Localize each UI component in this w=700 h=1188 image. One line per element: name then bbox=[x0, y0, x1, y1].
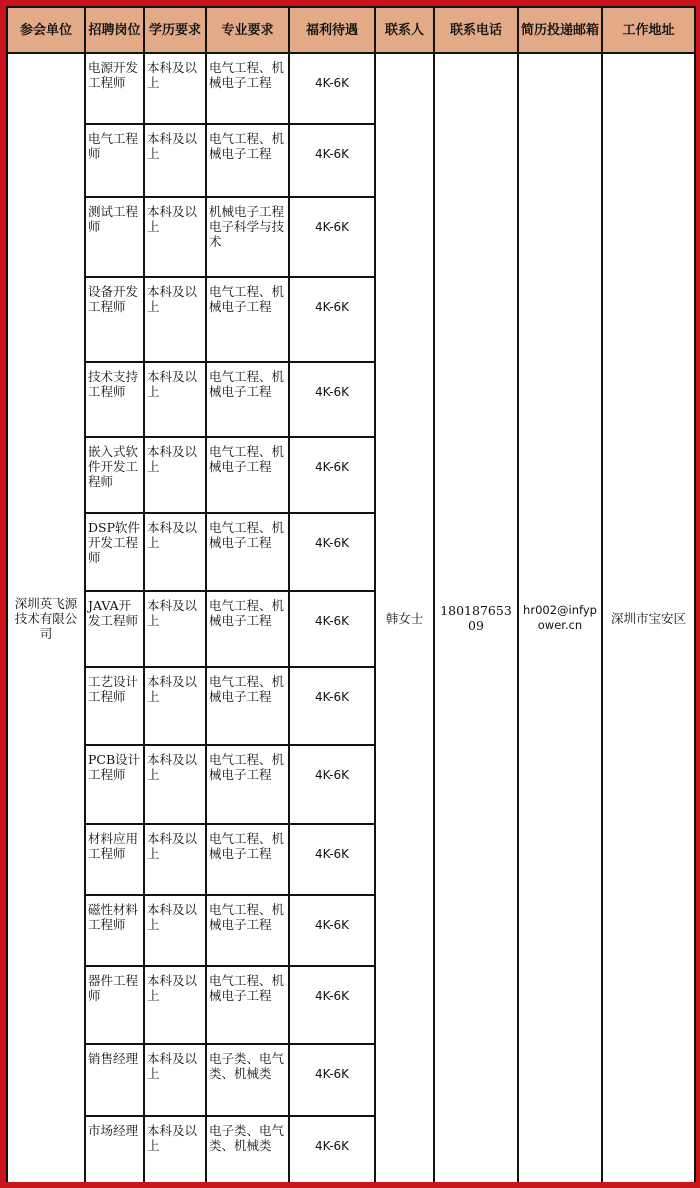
education-cell: 本科及以上 bbox=[144, 895, 206, 966]
major-cell: 电气工程、机械电子工程 bbox=[206, 591, 289, 667]
major-cell: 电气工程、机械电子工程 bbox=[206, 53, 289, 124]
position-cell: 市场经理 bbox=[85, 1116, 144, 1183]
education-cell: 本科及以上 bbox=[144, 966, 206, 1044]
major-cell: 电子类、电气类、机械类 bbox=[206, 1116, 289, 1183]
salary-cell: 4K-6K bbox=[289, 745, 375, 824]
salary-cell: 4K-6K bbox=[289, 824, 375, 895]
major-cell: 电气工程、机械电子工程 bbox=[206, 667, 289, 745]
education-cell: 本科及以上 bbox=[144, 1044, 206, 1116]
major-cell: 电气工程、机械电子工程 bbox=[206, 513, 289, 591]
email-cell: hr002@infypower.cn bbox=[518, 53, 602, 1183]
education-cell: 本科及以上 bbox=[144, 124, 206, 197]
education-cell: 本科及以上 bbox=[144, 362, 206, 437]
education-cell: 本科及以上 bbox=[144, 745, 206, 824]
header-education: 学历要求 bbox=[144, 7, 206, 53]
header-address: 工作地址 bbox=[602, 7, 695, 53]
salary-cell: 4K-6K bbox=[289, 124, 375, 197]
header-major: 专业要求 bbox=[206, 7, 289, 53]
position-cell: 技术支持工程师 bbox=[85, 362, 144, 437]
company-cell: 深圳英飞源技术有限公司 bbox=[7, 53, 85, 1183]
position-cell: 电源开发工程师 bbox=[85, 53, 144, 124]
education-cell: 本科及以上 bbox=[144, 513, 206, 591]
phone-cell: 18018765309 bbox=[434, 53, 518, 1183]
salary-cell: 4K-6K bbox=[289, 197, 375, 277]
address-cell: 深圳市宝安区 bbox=[602, 53, 695, 1183]
education-cell: 本科及以上 bbox=[144, 437, 206, 513]
header-phone: 联系电话 bbox=[434, 7, 518, 53]
major-cell: 电气工程、机械电子工程 bbox=[206, 824, 289, 895]
header-contact: 联系人 bbox=[375, 7, 434, 53]
major-cell: 电气工程、机械电子工程 bbox=[206, 277, 289, 362]
header-company: 参会单位 bbox=[7, 7, 85, 53]
header-position: 招聘岗位 bbox=[85, 7, 144, 53]
major-cell: 电气工程、机械电子工程 bbox=[206, 124, 289, 197]
salary-cell: 4K-6K bbox=[289, 362, 375, 437]
header-email: 简历投递邮箱 bbox=[518, 7, 602, 53]
header-salary: 福利待遇 bbox=[289, 7, 375, 53]
position-cell: 磁性材料工程师 bbox=[85, 895, 144, 966]
salary-cell: 4K-6K bbox=[289, 513, 375, 591]
position-cell: 工艺设计工程师 bbox=[85, 667, 144, 745]
salary-cell: 4K-6K bbox=[289, 966, 375, 1044]
position-cell: PCB设计工程师 bbox=[85, 745, 144, 824]
table-row bbox=[7, 53, 695, 124]
position-cell: DSP软件开发工程师 bbox=[85, 513, 144, 591]
salary-cell: 4K-6K bbox=[289, 53, 375, 124]
major-cell: 机械电子工程电子科学与技术 bbox=[206, 197, 289, 277]
recruitment-sheet bbox=[6, 6, 694, 1182]
recruitment-table bbox=[6, 6, 696, 1184]
salary-cell: 4K-6K bbox=[289, 277, 375, 362]
education-cell: 本科及以上 bbox=[144, 667, 206, 745]
contact-cell: 韩女士 bbox=[375, 53, 434, 1183]
position-cell: JAVA开发工程师 bbox=[85, 591, 144, 667]
bottom-border-band bbox=[0, 1182, 700, 1188]
education-cell: 本科及以上 bbox=[144, 197, 206, 277]
salary-cell: 4K-6K bbox=[289, 895, 375, 966]
education-cell: 本科及以上 bbox=[144, 277, 206, 362]
salary-cell: 4K-6K bbox=[289, 1044, 375, 1116]
education-cell: 本科及以上 bbox=[144, 53, 206, 124]
position-cell: 器件工程师 bbox=[85, 966, 144, 1044]
salary-cell: 4K-6K bbox=[289, 1116, 375, 1183]
major-cell: 电气工程、机械电子工程 bbox=[206, 895, 289, 966]
major-cell: 电气工程、机械电子工程 bbox=[206, 362, 289, 437]
position-cell: 销售经理 bbox=[85, 1044, 144, 1116]
major-cell: 电气工程、机械电子工程 bbox=[206, 745, 289, 824]
salary-cell: 4K-6K bbox=[289, 667, 375, 745]
salary-cell: 4K-6K bbox=[289, 437, 375, 513]
major-cell: 电气工程、机械电子工程 bbox=[206, 437, 289, 513]
education-cell: 本科及以上 bbox=[144, 591, 206, 667]
position-cell: 嵌入式软件开发工程师 bbox=[85, 437, 144, 513]
header-row bbox=[7, 7, 695, 53]
position-cell: 设备开发工程师 bbox=[85, 277, 144, 362]
position-cell: 电气工程师 bbox=[85, 124, 144, 197]
position-cell: 材料应用工程师 bbox=[85, 824, 144, 895]
major-cell: 电子类、电气类、机械类 bbox=[206, 1044, 289, 1116]
salary-cell: 4K-6K bbox=[289, 591, 375, 667]
education-cell: 本科及以上 bbox=[144, 1116, 206, 1183]
major-cell: 电气工程、机械电子工程 bbox=[206, 966, 289, 1044]
position-cell: 测试工程师 bbox=[85, 197, 144, 277]
education-cell: 本科及以上 bbox=[144, 824, 206, 895]
